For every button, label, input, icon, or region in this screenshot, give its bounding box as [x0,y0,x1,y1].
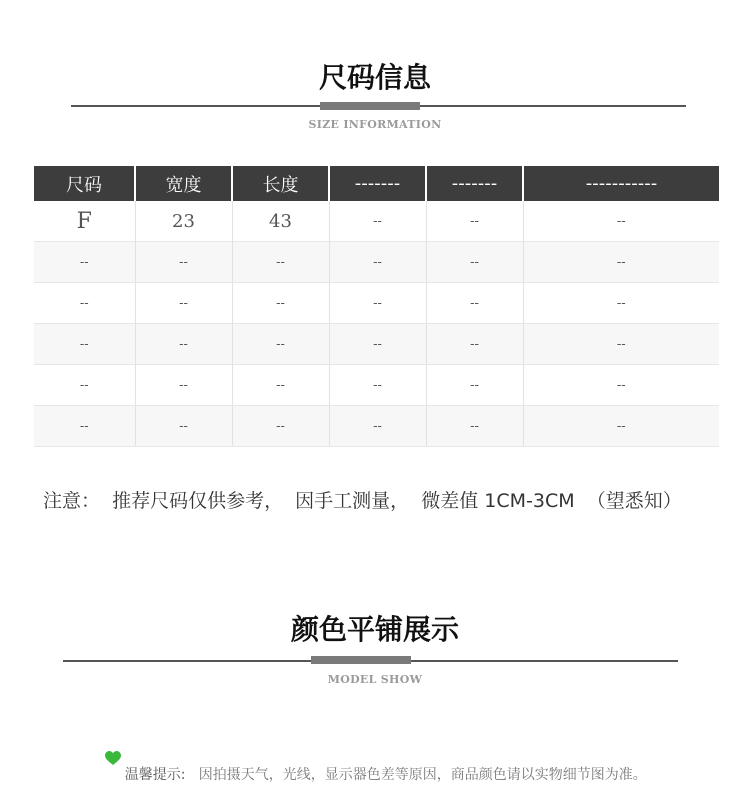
table-cell: -- [135,324,232,365]
table-cell: -- [426,324,523,365]
table-cell: -- [34,365,135,406]
table-cell: -- [426,406,523,447]
color-tip [78,719,647,786]
size-section-subtitle: SIZE INFORMATION [308,118,442,131]
table-cell: -- [34,406,135,447]
size-table-header-row [34,166,719,201]
table-cell: -- [135,365,232,406]
header-length: 长度 [232,166,329,201]
table-cell: -- [135,283,232,324]
table-cell: -- [523,201,719,242]
green-heart-icon [87,735,121,786]
table-cell: -- [34,283,135,324]
header-size: 尺码 [34,166,135,201]
table-cell: -- [523,365,719,406]
table-cell: -- [329,365,426,406]
table-cell: -- [329,406,426,447]
table-cell: F [34,201,135,242]
table-row [34,324,719,365]
table-cell: -- [426,201,523,242]
size-section-title: 尺码信息 [318,61,431,94]
table-cell: -- [523,324,719,365]
table-cell: -- [135,242,232,283]
table-row [34,283,719,324]
table-cell: 23 [135,201,232,242]
header-blank-3: ----------- [523,166,719,201]
table-cell: -- [232,406,329,447]
table-cell: -- [135,406,232,447]
table-cell: -- [329,242,426,283]
size-table [34,166,719,447]
table-cell: -- [523,283,719,324]
table-cell: -- [426,365,523,406]
model-section-title: 颜色平铺展示 [290,613,459,646]
table-cell: -- [232,324,329,365]
table-cell: -- [523,242,719,283]
tip-text: 因拍摄天气，光线，显示器色差等原因，商品颜色请以实物细节图为准。 [185,767,647,783]
model-section-subtitle: MODEL SHOW [327,673,423,686]
table-cell: -- [523,406,719,447]
table-row [34,365,719,406]
table-cell: -- [329,324,426,365]
model-title-accent-bar [311,656,411,664]
table-cell: -- [329,283,426,324]
table-cell: -- [34,324,135,365]
size-note: 注意： 推荐尺码仅供参考， 因手工测量， 微差值 1CM-3CM （望悉知） [43,490,682,512]
table-cell: -- [232,283,329,324]
table-row [34,201,719,242]
table-cell: -- [232,365,329,406]
table-cell: -- [34,242,135,283]
table-row [34,242,719,283]
table-cell: -- [426,242,523,283]
header-width: 宽度 [135,166,232,201]
table-row [34,406,719,447]
tip-label: 温馨提示: [124,767,186,783]
table-cell: -- [232,242,329,283]
table-cell: -- [329,201,426,242]
table-cell: 43 [232,201,329,242]
header-blank-1: ------- [329,166,426,201]
header-blank-2: ------- [426,166,523,201]
size-title-accent-bar [320,102,420,110]
table-cell: -- [426,283,523,324]
